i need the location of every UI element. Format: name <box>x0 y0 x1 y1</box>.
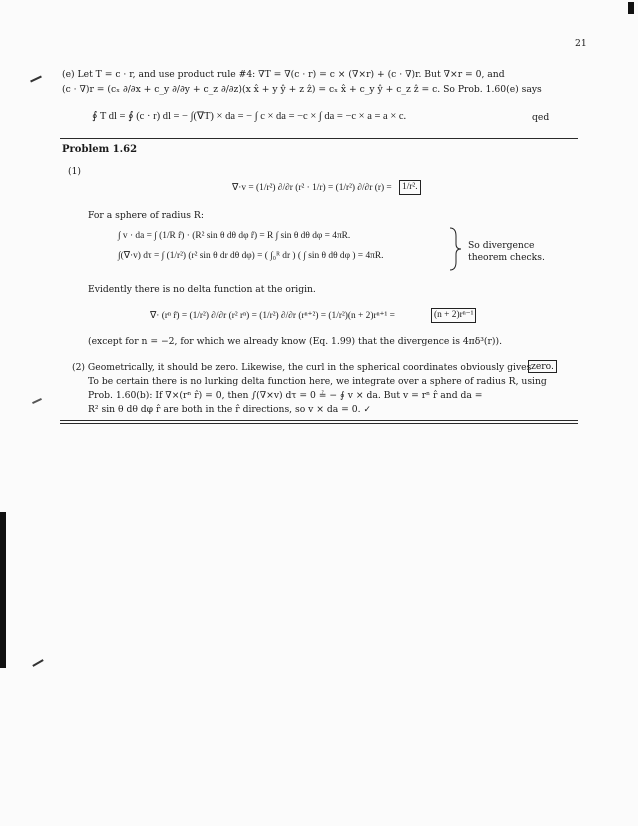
right-brace <box>448 226 462 272</box>
part-e-equation: ∮ T dl = ∮ (c · r) dl = − ∫(∇T) × da = − ∫ c × da = −c × ∫ da = −c × a = a × c. <box>92 111 407 122</box>
volume-integral-equation: ∫(∇·v) dτ = ∫ (1/r²) (r² sin θ dr dθ dφ) = ( ∫₀ᴿ dr ) ( ∫ sin θ dθ dφ ) = 4πR. <box>118 251 384 261</box>
except-sentence: (except for n = −2, for which we already know (Eq. 1.99) that the divergence is 4πδ³(r)). <box>88 336 503 347</box>
part-2-zero-box: zero. <box>528 360 557 373</box>
part-e-line-2: (c · ∇)r = (cₓ ∂/∂x + c_y ∂/∂y + c_z ∂/∂z)(x x̂ + y ŷ + z ẑ) = cₓ x̂ + c_y ŷ + c_z ẑ = c. So Prob. 1.60(e) says <box>62 84 542 95</box>
left-binding-bar <box>0 512 6 668</box>
page-number: 21 <box>575 38 587 49</box>
part-e-line-1: (e) Let T = c · r, and use product rule #4: ∇T = ∇(c · r) = c × (∇×r) + (c · ∇)r. But ∇×r = 0, and <box>62 69 505 80</box>
sphere-intro: For a sphere of radius R: <box>88 210 204 221</box>
end-rule-bottom <box>60 423 578 424</box>
divergence-equation: ∇·v = (1/r²) ∂/∂r (r² · 1/r) = (1/r²) ∂/∂r (r) = <box>232 183 392 193</box>
rn-divergence-equation: ∇· (rⁿ r̂) = (1/r²) ∂/∂r (r² rⁿ) = (1/r²) ∂/∂r (rⁿ⁺²) = (1/r²)(n + 2)rⁿ⁺¹ = <box>150 311 395 321</box>
surface-integral-equation: ∫ v · da = ∫ (1/R r̂) · (R² sin θ dθ dφ r̂) = R ∫ sin θ dθ dφ = 4πR. <box>118 231 351 241</box>
part-2-line-2: To be certain there is no lurking delta function here, we integrate over a sphere of radius R, using <box>88 376 547 387</box>
rn-result-box: (n + 2)rⁿ⁻¹ <box>431 308 476 323</box>
divergence-result-box: 1/r². <box>399 180 421 195</box>
part-2-line-1: (2) Geometrically, it should be zero. Likewise, the curl in the spherical coordinates obviously gives <box>72 362 532 373</box>
no-delta-sentence: Evidently there is no delta function at the origin. <box>88 284 316 295</box>
brace-note-line-2: theorem checks. <box>468 252 545 263</box>
end-rule-top <box>60 420 578 421</box>
brace-note-line-1: So divergence <box>468 240 535 251</box>
margin-mark-left-2 <box>32 398 42 404</box>
problem-title: Problem 1.62 <box>62 144 138 155</box>
margin-mark-left-3 <box>32 659 43 667</box>
margin-mark-left-1 <box>30 76 42 83</box>
margin-mark-top-right <box>628 2 634 14</box>
part-2-line-4: R² sin θ dθ dφ r̂ are both in the r̂ directions, so v × da = 0. ✓ <box>88 404 372 415</box>
part-1-label: (1) <box>68 166 82 177</box>
section-divider <box>60 138 578 139</box>
part-2-line-3: Prob. 1.60(b): If ∇×(rⁿ r̂) = 0, then ∫(∇×v) dτ = 0 ≟ − ∮ v × da. But v = rⁿ r̂ and da = <box>88 390 483 401</box>
qed-label: qed <box>532 112 550 123</box>
